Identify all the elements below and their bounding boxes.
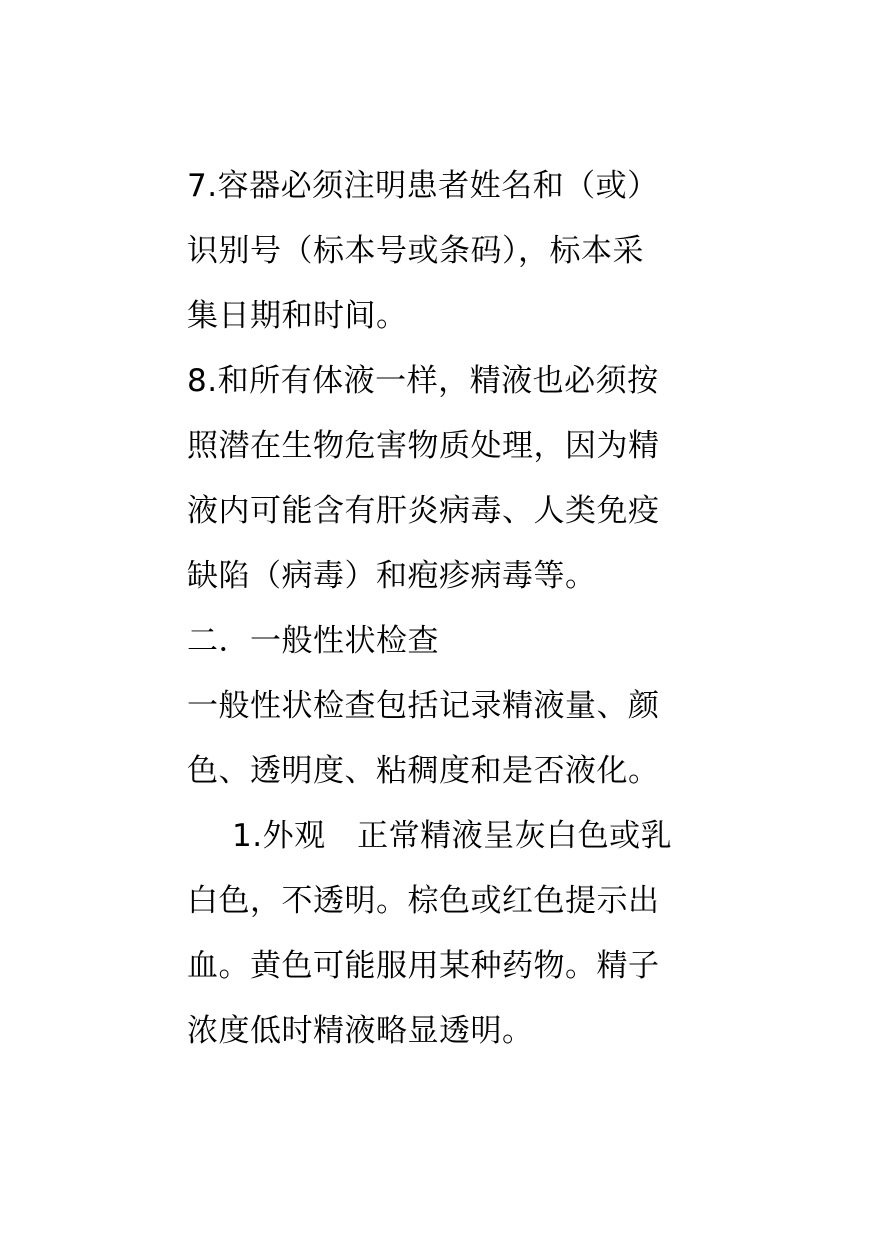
section-heading: 二．一般性状检查	[187, 623, 439, 659]
appearance-line-3: 血。黄色可能服用某种药物。精子	[187, 948, 660, 984]
paragraph-8-line-3: 液内可能含有肝炎病毒、人类免疫	[187, 493, 660, 529]
appearance-line-4: 浓度低时精液略显透明。	[187, 1013, 534, 1049]
intro-line-1: 一般性状检查包括记录精液量、颜	[187, 688, 660, 724]
paragraph-8-line-1: 8.和所有体液一样，精液也必须按	[187, 363, 659, 399]
intro-line-2: 色、透明度、粘稠度和是否液化。	[187, 753, 660, 789]
appearance-line-2: 白色，不透明。棕色或红色提示出	[187, 883, 660, 919]
paragraph-8-line-4: 缺陷（病毒）和疱疹病毒等。	[187, 558, 597, 594]
paragraph-8-line-2: 照潜在生物危害物质处理，因为精	[187, 428, 660, 464]
appearance-line-1: 1.外观 正常精液呈灰白色或乳	[232, 818, 673, 854]
paragraph-7-line-1: 7.容器必须注明患者姓名和（或）	[187, 168, 659, 204]
paragraph-7-line-2: 识别号（标本号或条码），标本采	[187, 233, 644, 269]
paragraph-7-line-3: 集日期和时间。	[187, 298, 408, 334]
